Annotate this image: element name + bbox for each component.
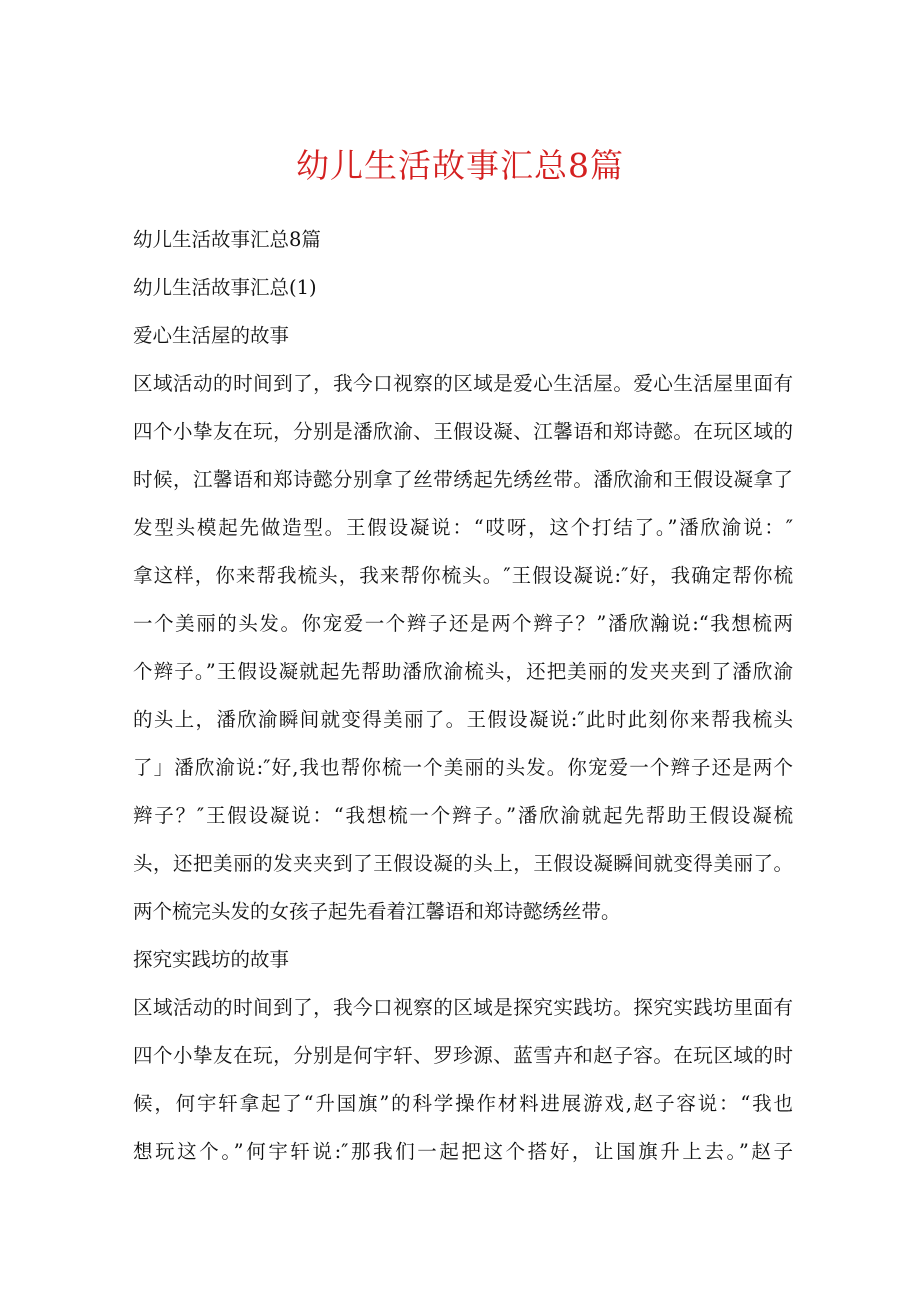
paragraph-line: 想玩这个。”何宇轩说:″那我们一起把这个搭好，让国旗升上去。”赵子 <box>133 1140 793 1163</box>
subheading-line: 幼儿生活故事汇总(1) <box>133 276 317 299</box>
paragraph-line: 四个小挚友在玩，分别是潘欣渝、王假设凝、江馨语和郑诗懿。在玩区域的 <box>133 420 793 443</box>
paragraph-line: 拿这样，你来帮我梳头，我来帮你梳头。″王假设凝说:″好，我确定帮你梳 <box>133 564 793 587</box>
paragraph-line: 区域活动的时间到了，我今口视察的区域是探究实践坊。探究实践坊里面有 <box>133 996 793 1019</box>
paragraph-line: 候，何宇轩拿起了“升国旗”的科学操作材料进展游戏,赵子容说：“我也 <box>133 1092 793 1115</box>
paragraph-line: 区域活动的时间到了，我今口视察的区域是爱心生活屋。爱心生活屋里面有 <box>133 372 793 395</box>
document-body <box>133 222 793 1170</box>
document-title: 幼儿生活故事汇总8篇 <box>296 146 624 185</box>
paragraph-line: 发型头模起先做造型。王假设凝说：“哎呀，这个打结了。”潘欣渝说：″ <box>133 516 793 539</box>
paragraph-line: 两个梳完头发的女孩子起先看着江馨语和郑诗懿绣丝带。 <box>133 900 621 923</box>
heading-line: 幼儿生活故事汇总8篇 <box>133 228 321 251</box>
paragraph-line: 四个小挚友在玩，分别是何宇轩、罗珍源、蓝雪卉和赵子容。在玩区域的时 <box>133 1044 793 1067</box>
paragraph-line: 一个美丽的头发。你宠爱一个辫子还是两个辫子？”潘欣瀚说:“我想梳两 <box>133 612 793 635</box>
paragraph-line: 的头上，潘欣渝瞬间就变得美丽了。王假设凝说:″此时此刻你来帮我梳头 <box>133 708 793 731</box>
section-title: 爱心生活屋的故事 <box>133 324 290 347</box>
paragraph-line: 个辫子。”王假设凝就起先帮助潘欣渝梳头，还把美丽的发夹夹到了潘欣渝 <box>133 660 793 683</box>
section-title: 探究实践坊的故事 <box>133 948 290 971</box>
paragraph-line: 辫子？″王假设凝说：“我想梳一个辫子。”潘欣渝就起先帮助王假设凝梳 <box>133 804 793 827</box>
paragraph-line: 头，还把美丽的发夹夹到了王假设凝的头上，王假设凝瞬间就变得美丽了。 <box>133 852 793 875</box>
paragraph-line: 了」潘欣渝说:″好,我也帮你梳一个美丽的头发。你宠爱一个辫子还是两个 <box>133 756 793 779</box>
paragraph-line: 时候，江馨语和郑诗懿分别拿了丝带绣起先绣丝带。潘欣渝和王假设凝拿了 <box>133 468 793 491</box>
